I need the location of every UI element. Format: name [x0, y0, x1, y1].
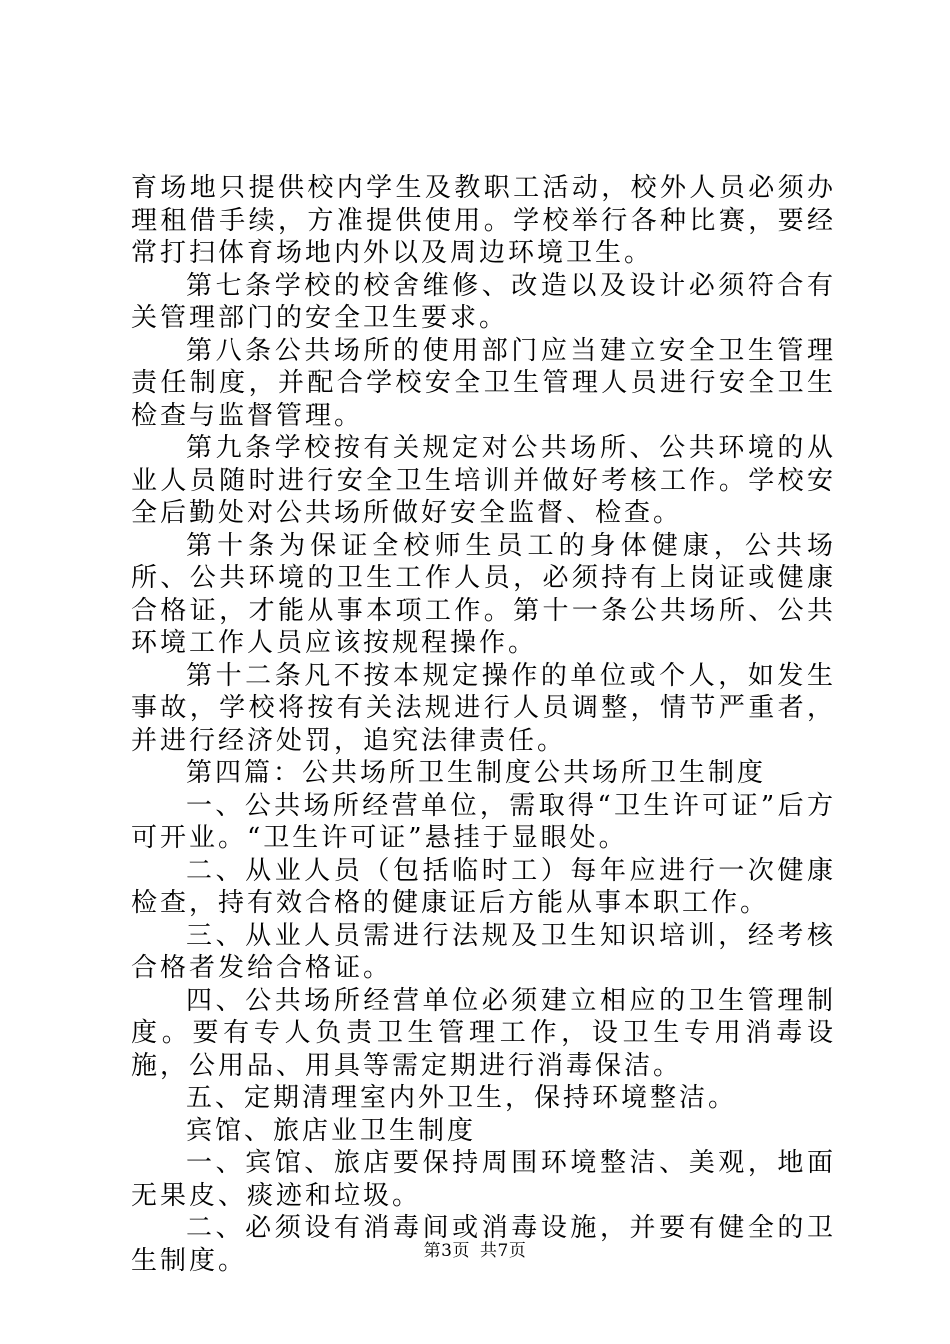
paragraph: 育场地只提供校内学生及教职工活动，校外人员必须办理租借手续，方准提供使用。学校举行各种比赛，要经常打扫体育场地内外以及周边环境卫生。 [131, 173, 836, 268]
paragraph: 宾馆、旅店业卫生制度 [186, 1115, 477, 1146]
paragraph: 三、从业人员需进行法规及卫生知识培训，经考核合格者发给合格证。 [131, 920, 836, 983]
page-number: 第3页 [423, 1241, 470, 1261]
paragraph: 第八条公共场所的使用部门应当建立安全卫生管理责任制度，并配合学校安全卫生管理人员进行安全卫生检查与监督管理。 [131, 335, 836, 431]
page-footer [0, 1240, 950, 1262]
paragraph: 一、宾馆、旅店要保持周围环境整洁、美观，地面无果皮、痰迹和垃圾。 [131, 1148, 836, 1211]
paragraph: 五、定期清理室内外卫生，保持环境整洁。 [186, 1083, 738, 1113]
document-body [131, 172, 836, 1277]
paragraph: 二、必须设有消毒间或消毒设施，并要有健全的卫生制度。 [131, 1213, 836, 1276]
paragraph: 二、从业人员（包括临时工）每年应进行一次健康检查，持有效合格的健康证后方能从事本职工作。 [131, 855, 836, 918]
paragraph: 一、公共场所经营单位，需取得“卫生许可证”后方可开业。“卫生许可证”悬挂于显眼处。 [131, 790, 836, 853]
page-total: 共7页 [480, 1241, 527, 1261]
paragraph: 第七条学校的校舍维修、改造以及设计必须符合有关管理部门的安全卫生要求。 [131, 270, 836, 333]
paragraph: 第十条为保证全校师生员工的身体健康，公共场所、公共环境的卫生工作人员，必须持有上岗证或健康合格证，才能从事本项工作。第十一条公共场所、公共环境工作人员应该按规程操作。 [131, 530, 836, 658]
paragraph: 第九条学校按有关规定对公共场所、公共环境的从业人员随时进行安全卫生培训并做好考核工作。学校安全后勤处对公共场所做好安全监督、检查。 [131, 433, 836, 528]
paragraph: 四、公共场所经营单位必须建立相应的卫生管理制度。要有专人负责卫生管理工作，设卫生专用消毒设施，公用品、用具等需定期进行消毒保洁。 [131, 985, 836, 1081]
paragraph: 第十二条凡不按本规定操作的单位或个人，如发生事故，学校将按有关法规进行人员调整，情节严重者，并进行经济处罚，追究法律责任。 [131, 660, 836, 756]
paragraph: 第四篇：公共场所卫生制度公共场所卫生制度 [186, 758, 767, 788]
